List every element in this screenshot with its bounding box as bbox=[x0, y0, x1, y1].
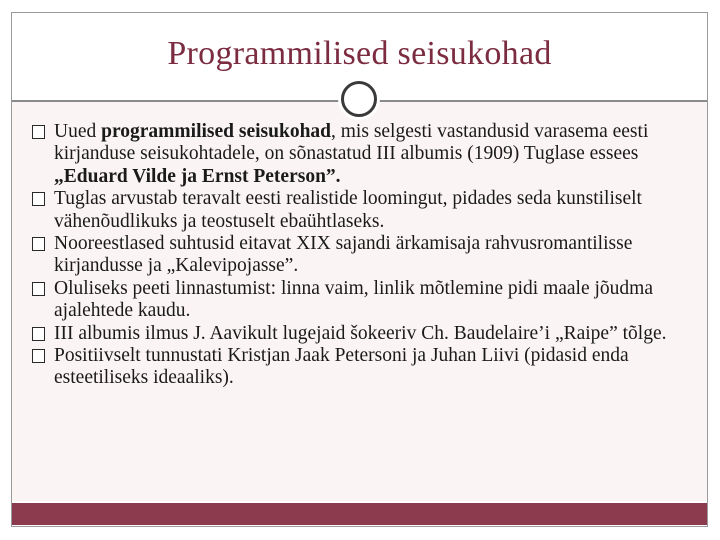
checkbox-square-icon bbox=[32, 237, 45, 251]
bullet-text: Oluliseks peeti linnastumist: linna vaim, linlik mõtlemine pidi maale jõudma ajalehtede kaudu. bbox=[54, 277, 653, 322]
bullet-text-bold: „Eduard Vilde ja Ernst Peterson”. bbox=[54, 165, 341, 187]
bullet-item bbox=[32, 323, 697, 345]
bullet-item bbox=[32, 188, 697, 233]
bullet-item bbox=[32, 121, 697, 188]
checkbox-square-icon bbox=[32, 192, 45, 206]
bullet-text: Tuglas arvustab teravalt eesti realistide loomingut, pidades seda kunstiliselt vähenõudlikuks ja teostuselt ebaühtlaseks. bbox=[54, 188, 642, 232]
bullet-item bbox=[32, 278, 697, 323]
checkbox-square-icon bbox=[32, 282, 45, 296]
bullet-text: III albumis ilmus J. Aavikult lugejaid šokeeriv Ch. Baudelaire’i „Raipe” tõlge. bbox=[54, 322, 667, 344]
checkbox-square-icon bbox=[32, 349, 45, 363]
bullet-text: Uued bbox=[54, 121, 102, 142]
checkbox-square-icon bbox=[32, 327, 45, 341]
bullet-text: , mis selgesti vastandusid varasema eesti kirjanduse seisukohtadele, on sõnastatud III albumis (1909) Tuglase essees bbox=[54, 121, 649, 165]
circle-ornament-icon bbox=[341, 81, 377, 117]
bullet-text: Nooreestlased suhtusid eitavat XIX sajandi ärkamisaja rahvusromantilisse kirjandusse ja „Kalevipojasse”. bbox=[54, 233, 633, 277]
bullet-text: Positiivselt tunnustati Kristjan Jaak Petersoni ja Juhan Liivi (pidasid enda esteetiliseks ideaaliks). bbox=[54, 345, 629, 389]
bottom-accent-bar bbox=[12, 503, 707, 525]
bullet-item bbox=[32, 345, 697, 390]
slide-title: Programmilised seisukohad bbox=[167, 35, 552, 72]
checkbox-square-icon bbox=[32, 125, 45, 139]
bullet-text-bold: programmilised seisukohad bbox=[101, 121, 332, 142]
bullet-item bbox=[32, 233, 697, 278]
bullet-list bbox=[32, 121, 697, 390]
